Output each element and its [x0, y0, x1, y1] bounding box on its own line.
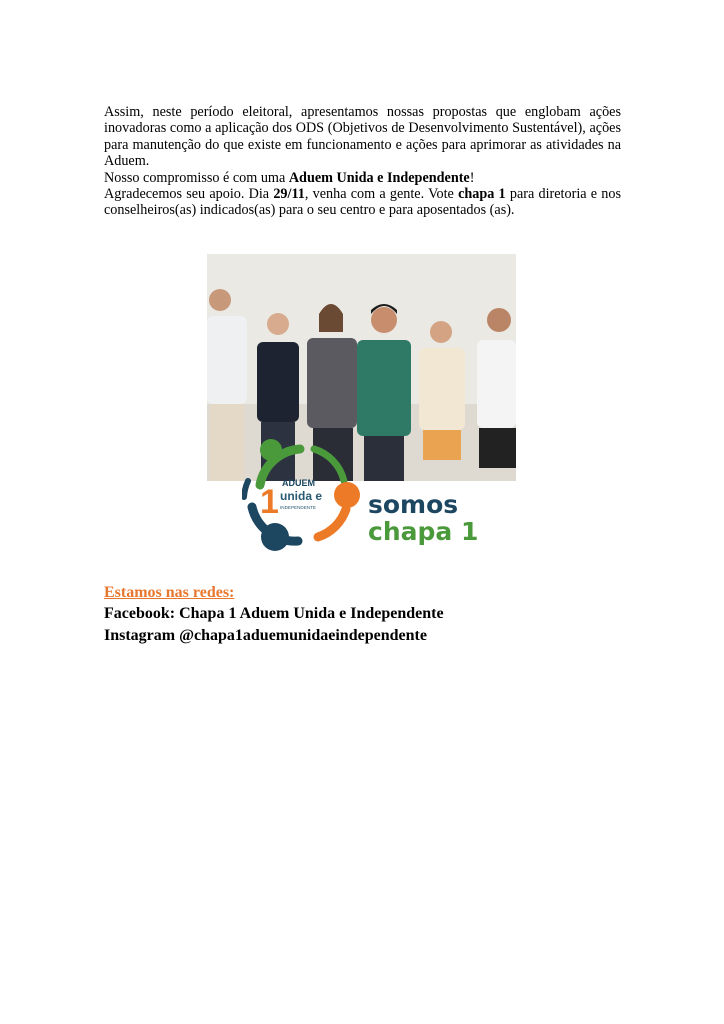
commitment-bold: Aduem Unida e Independente	[288, 169, 470, 186]
logo-slogan-line1: somos	[368, 490, 459, 519]
thanks-part-2: , venha com a gente. Vote	[304, 186, 459, 203]
logo-slogan-line2: chapa 1	[368, 517, 479, 546]
social-networks	[104, 583, 624, 647]
chapa-bold: chapa 1	[458, 186, 506, 203]
networks-heading: Estamos nas redes:	[104, 584, 235, 601]
commitment-prefix: Nosso compromisso é com uma	[104, 169, 289, 186]
thanks-paragraph	[104, 186, 621, 219]
thanks-part-1: Agradecemos seu apoio. Dia	[104, 186, 274, 203]
election-date: 29/11	[273, 186, 305, 203]
logo-name-line3: INDEPENDENTE	[280, 505, 316, 510]
commitment-suffix: !	[469, 169, 475, 186]
instagram-line: Instagram @chapa1aduemunidaeindependente	[104, 627, 427, 644]
chapa-logo-graphic	[242, 437, 482, 557]
commitment-line	[104, 170, 621, 186]
logo-name-line2: unida e	[280, 489, 323, 503]
logo-number: 1	[260, 483, 279, 521]
logo-name-line1: ADUEM	[282, 478, 315, 488]
chapa-logo	[242, 437, 482, 557]
thanks-part-3: para diretoria e nos conselheiros(as) indicados(as) para o seu centro e para aposentados (as).	[104, 186, 621, 219]
intro-text	[104, 104, 621, 219]
intro-paragraph: Assim, neste período eleitoral, apresentamos nossas propostas que englobam ações inovadoras como a aplicação dos ODS (Objetivos de Desenvolvimento Sustentável), ações para manutenção do que existe em funcionamento e ações para aprimorar as atividades na Aduem.	[104, 104, 621, 170]
facebook-line: Facebook: Chapa 1 Aduem Unida e Independente	[104, 605, 444, 622]
